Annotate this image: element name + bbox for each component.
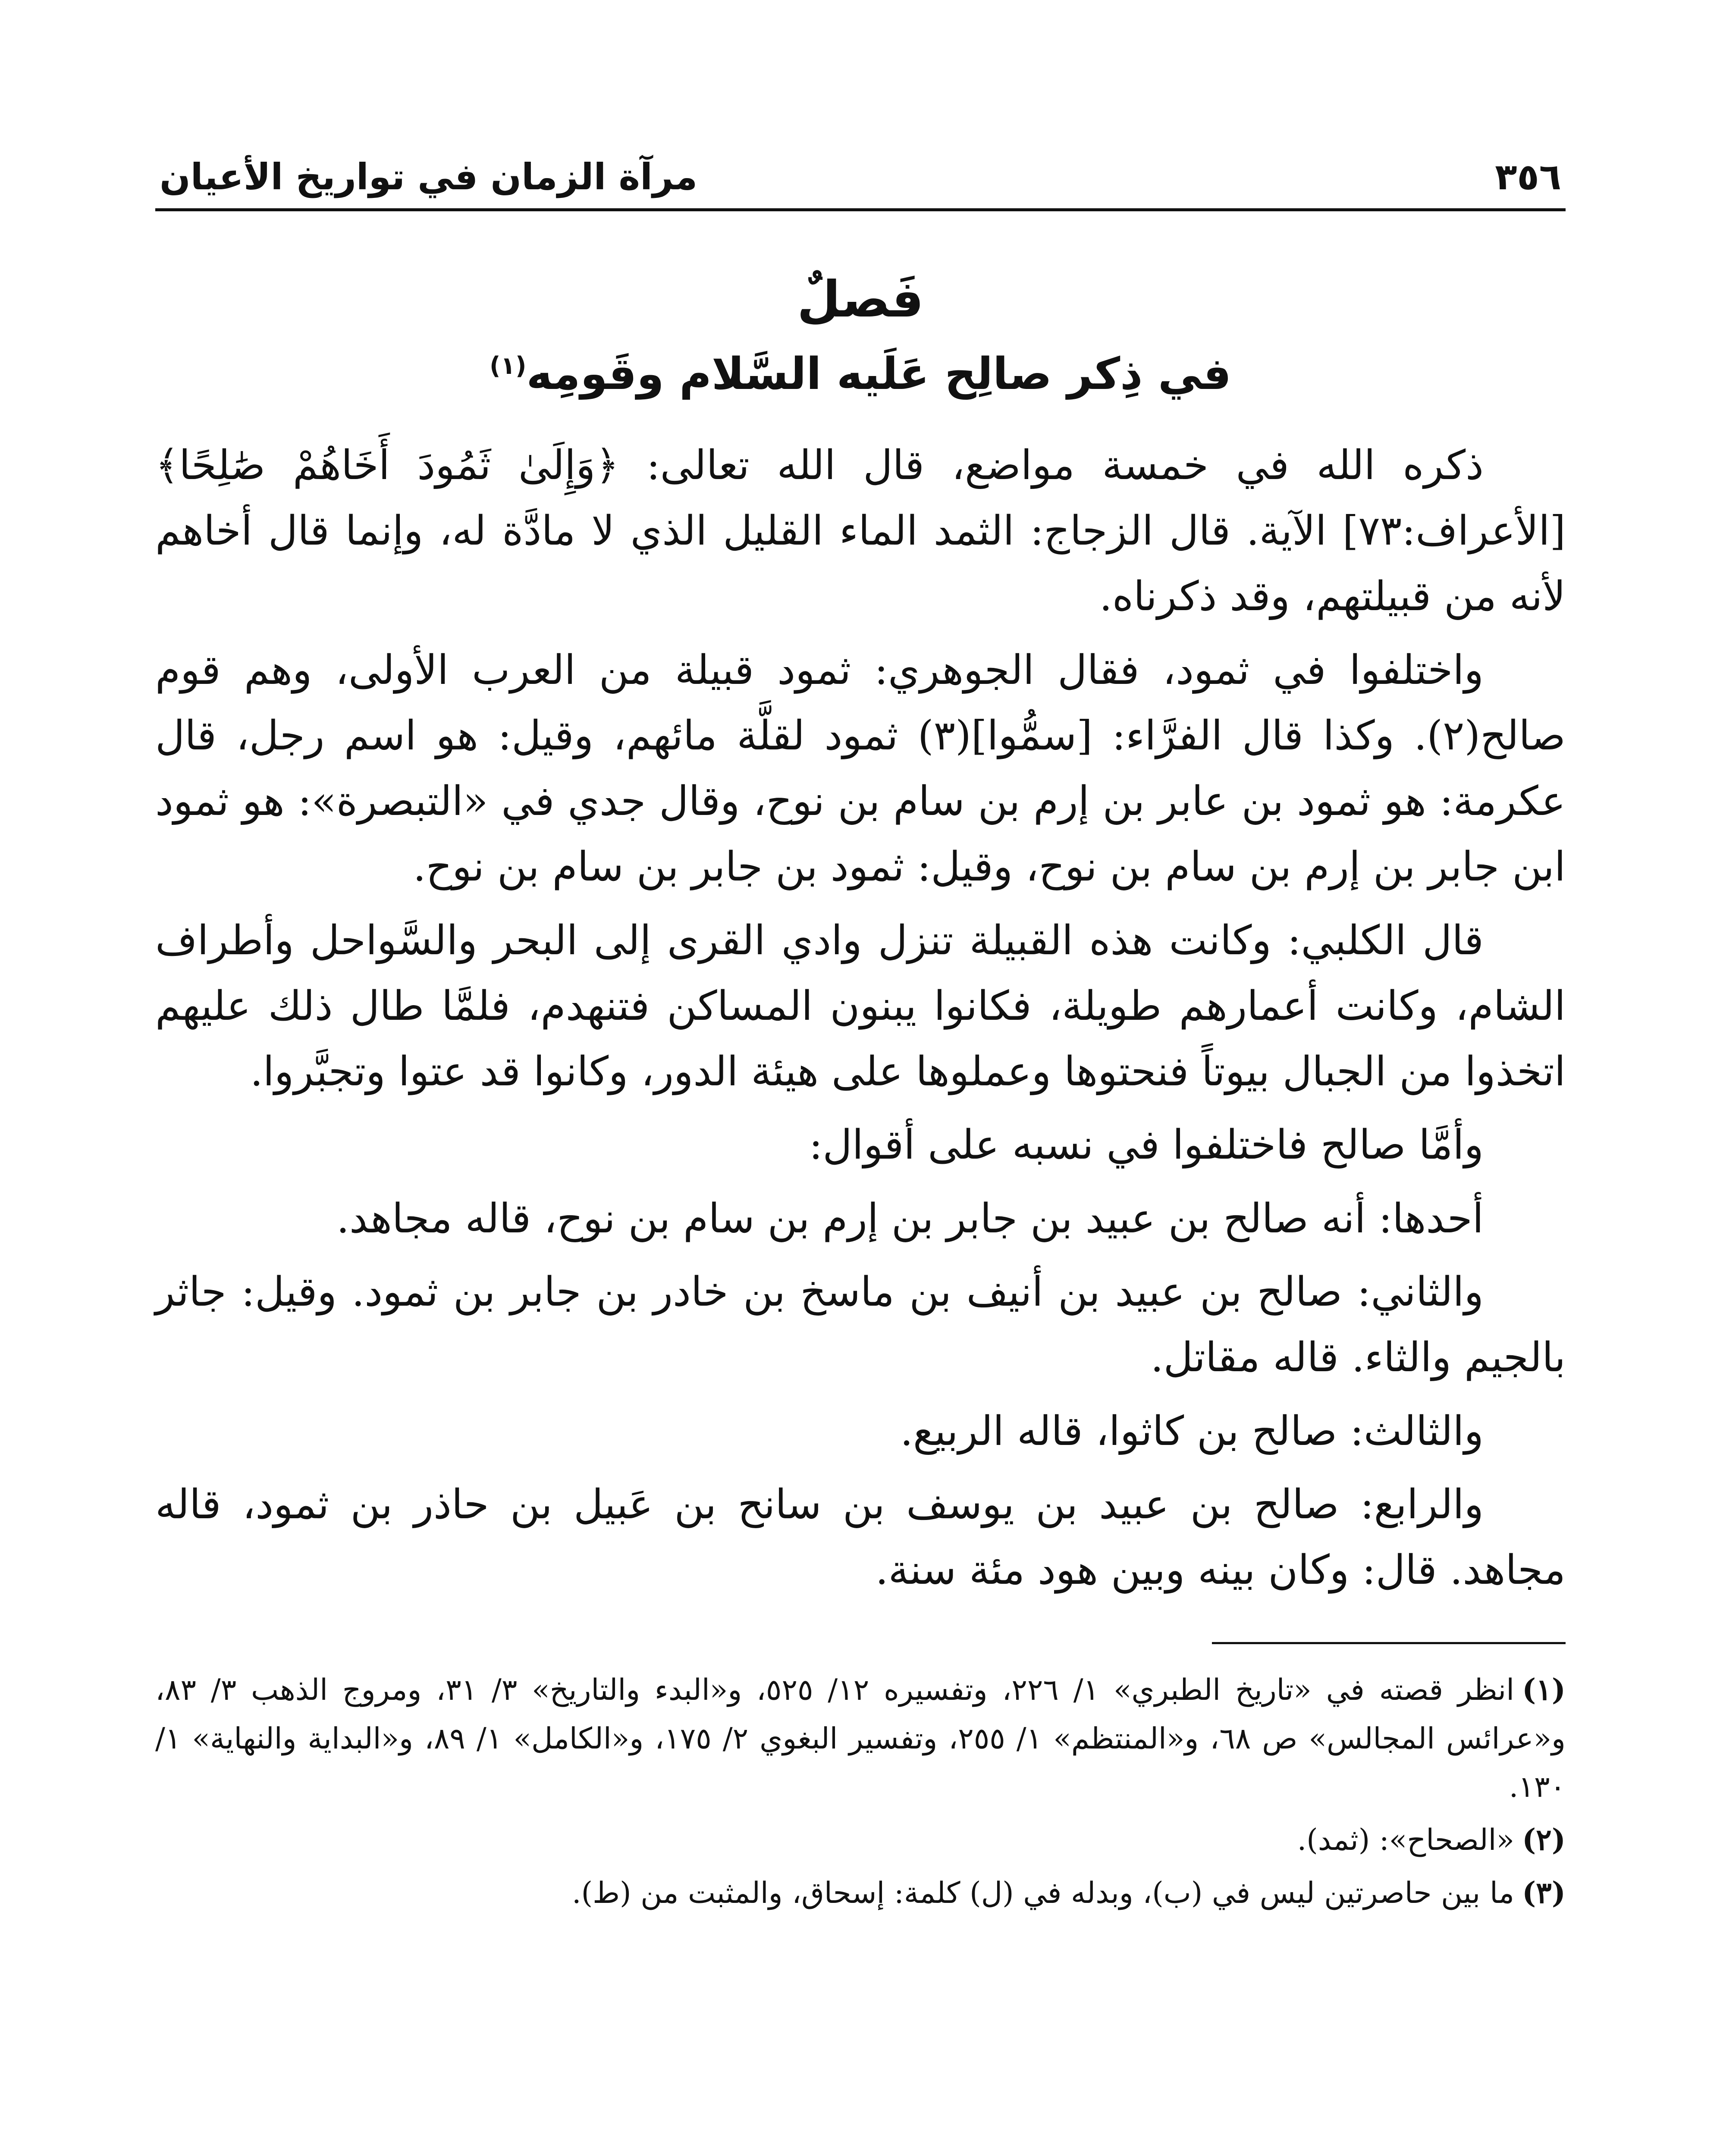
paragraph: وأمَّا صالح فاختلفوا في نسبه على أقوال:: [809, 1122, 1484, 1169]
paragraph: واختلفوا في ثمود، فقال الجوهري: ثمود قبيلة من العرب الأولى، وهم قوم صالح(٢). وكذا قال الفرَّاء: [سمُّوا](٣) ثمود لقلَّة مائهم، وقيل: هو اسم رجل، قال عكرمة: هو ثمود بن عابر بن إرم بن سام بن نوح، وقال جدي في «التبصرة»: هو ثمود ابن جابر بن إرم بن سام بن نوح، وقيل: ثمود بن جابر بن سام بن نوح.: [155, 646, 1566, 891]
footnotes: [155, 1666, 1566, 1918]
paragraph: أحدها: أنه صالح بن عبيد بن جابر بن إرم بن سام بن نوح، قاله مجاهد.: [336, 1195, 1484, 1242]
footnote-text: انظر قصته في «تاريخ الطبري» ١/ ٢٢٦، وتفسيره ١٢/ ٥٢٥، و«البدء والتاريخ» ٣/ ٣١، ومروج الذهب ٣/ ٨٣، و«عرائس المجالس» ص ٦٨، و«المنتظم» ١/ ٢٥٥، وتفسير البغوي ٢/ ١٧٥، و«الكامل» ١/ ٨٩، و«البداية والنهاية» ١/ ١٣٠.: [155, 1673, 1566, 1804]
footnote-number: (٣): [1522, 1876, 1566, 1911]
body-text: [155, 433, 1566, 1604]
footnote-text: «الصحاح»: (ثمد).: [1297, 1823, 1515, 1857]
footnote: [155, 1816, 1566, 1865]
book-page: [155, 142, 1566, 2156]
page-number: ٣٥٦: [1495, 156, 1561, 198]
section-title: فَصلٌ: [797, 270, 924, 329]
footnote-marker: (١): [489, 351, 527, 380]
running-head: [155, 142, 1566, 211]
section-subtitle: [155, 341, 1566, 407]
book-title: مرآة الزمان في تواريخ الأعيان: [160, 156, 698, 198]
footnote-number: (٢): [1522, 1822, 1566, 1857]
section-subtitle-text: في ذِكر صالِح عَلَيه السَّلام وقَومِه: [526, 348, 1232, 400]
footnote: [155, 1666, 1566, 1811]
paragraph: والثاني: صالح بن عبيد بن أنيف بن ماسخ بن خادر بن جابر بن ثمود. وقيل: جاثر بالجيم والثاء. قاله مقاتل.: [155, 1268, 1566, 1382]
footnote: [155, 1869, 1566, 1918]
paragraph: ذكره الله في خمسة مواضع، قال الله تعالى: ﴿وَإِلَىٰ ثَمُودَ أَخَاهُمْ صَٰلِحًا﴾ [الأعراف:٧٣] الآية. قال الزجاج: الثمد الماء القليل الذي لا مادَّة له، وإنما قال أخاهم لأنه من قبيلتهم، وقد ذكرناه.: [155, 442, 1566, 620]
paragraph: والثالث: صالح بن كاثوا، قاله الربيع.: [900, 1407, 1484, 1455]
section-heading: [155, 267, 1566, 407]
footnote-divider: [1212, 1642, 1566, 1644]
footnote-text: ما بين حاصرتين ليس في (ب)، وبدله في (ل) كلمة: إسحاق، والمثبت من (ط).: [572, 1876, 1515, 1911]
footnote-number: (١): [1522, 1673, 1566, 1708]
paragraph: قال الكلبي: وكانت هذه القبيلة تنزل وادي القرى إلى البحر والسَّواحل وأطراف الشام، وكانت أعمارهم طويلة، فكانوا يبنون المساكن فتنهدم، فلمَّا طال ذلك عليهم اتخذوا من الجبال بيوتاً فنحتوها وعملوها على هيئة الدور، وكانوا قد عتوا وتجبَّروا.: [155, 917, 1566, 1096]
paragraph: والرابع: صالح بن عبيد بن يوسف بن سانح بن عَبيل بن حاذر بن ثمود، قاله مجاهد. قال: وكان بينه وبين هود مئة سنة.: [155, 1481, 1566, 1594]
